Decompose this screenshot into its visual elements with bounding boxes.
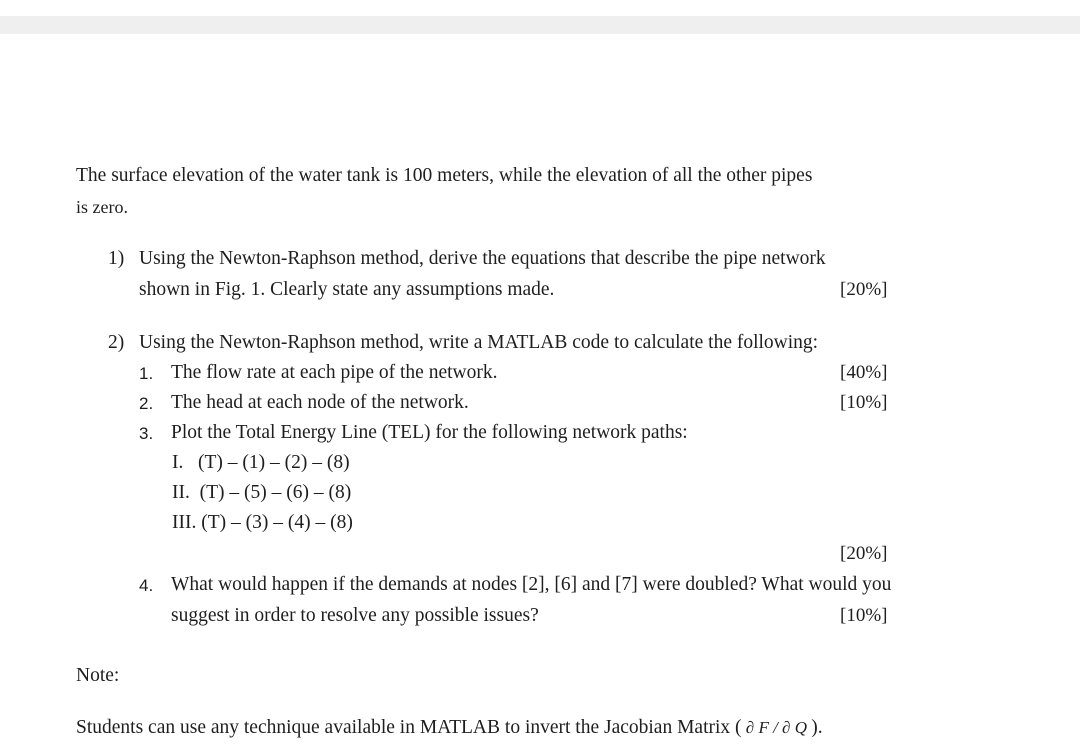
tel-path-2: II. (T) – (5) – (6) – (8) [172, 482, 352, 503]
q2-item-4-num: 4. [139, 576, 154, 595]
q2-item-1-weight: [40%] [840, 362, 888, 383]
q2-item-2-weight: [10%] [840, 392, 888, 413]
q1-number: 1) [108, 248, 125, 269]
note-text [76, 717, 823, 739]
note-text-body: Students can use any technique available in MATLAB to invert the Jacobian Matrix ( [76, 717, 742, 738]
note-close: ). [811, 717, 823, 738]
q2-item-3-num: 3. [139, 424, 154, 443]
q2-item-1-num: 1. [139, 364, 154, 383]
q2-item-4-text: What would happen if the demands at nodes [2], [6] and [7] were doubled? What would you [171, 574, 892, 595]
q2-item-3-text: Plot the Total Energy Line (TEL) for the following network paths: [171, 422, 688, 443]
q1-weight: [20%] [840, 279, 888, 300]
q2-item-2-num: 2. [139, 394, 154, 413]
q2-item-4-weight: [10%] [840, 605, 888, 626]
q2-line-1: Using the Newton-Raphson method, write a MATLAB code to calculate the following: [139, 332, 819, 353]
q2-item-3-weight: [20%] [840, 543, 888, 564]
note-label: Note: [76, 665, 120, 686]
jacobian-formula: ∂ F / ∂ Q [741, 718, 812, 737]
tel-path-3: III. (T) – (3) – (4) – (8) [172, 512, 353, 533]
q2-item-2-text: The head at each node of the network. [171, 392, 469, 413]
intro-line-1: The surface elevation of the water tank is 100 meters, while the elevation of all the other pipes [76, 165, 813, 186]
tel-path-1: I. (T) – (1) – (2) – (8) [172, 452, 350, 473]
intro-line-2: is zero. [76, 197, 128, 217]
q2-item-1-text: The flow rate at each pipe of the network. [171, 362, 498, 383]
q1-line-2a: shown in [139, 279, 215, 300]
q1-line-1: Using the Newton-Raphson method, derive the equations that describe the pipe network [139, 248, 826, 269]
q1-line-2b: Fig. 1. Clearly state any assumptions made. [214, 279, 555, 300]
top-toolbar-strip [0, 16, 1080, 34]
q2-number: 2) [108, 332, 125, 353]
q2-item-4-text-2: suggest in order to resolve any possible issues? [171, 605, 539, 626]
q1-line-2 [139, 279, 554, 301]
